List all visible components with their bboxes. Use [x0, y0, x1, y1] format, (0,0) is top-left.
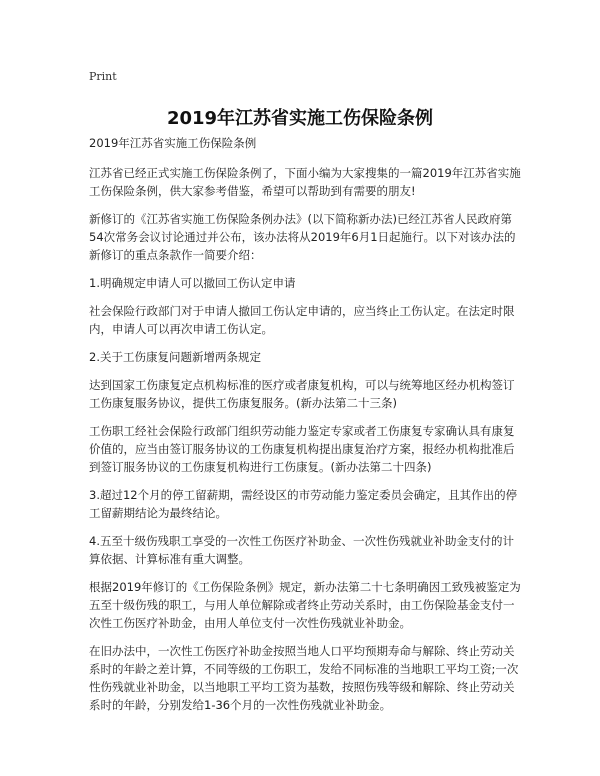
paragraph-background: 新修订的《江苏省实施工伤保险条例办法》(以下简称新办法)已经江苏省人民政府第54次常务会议讨论通过并公布，该办法将从2019年6月1日起施行。以下对该办法的新修订的重点条款作一简要介绍： [89, 212, 516, 262]
section-heading-1: 1.明确规定申请人可以撤回工伤认定申请 [89, 276, 296, 290]
print-link[interactable]: Print [89, 70, 117, 83]
paragraph-rehab-article-24: 工伤职工经社会保险行政部门组织劳动能力鉴定专家或者工伤康复专家确认具有康复价值的，应当由签订服务协议的工伤康复机构提出康复治疗方案，报经办机构批准后到签订服务协议的工伤康复机构进行工伤康复。(新办法第二十四条) [89, 424, 515, 474]
section-heading-3: 3.超过12个月的停工留薪期，需经设区的市劳动能力鉴定委员会确定，且其作出的停工留薪期结论为最终结论。 [89, 488, 518, 520]
paragraph-old-method: 在旧办法中，一次性工伤医疗补助金按照当地人口平均预期寿命与解除、终止劳动关系时的年龄之差计算，不同等级的工伤职工，发给不同标准的当地职工平均工资;一次性伤残就业补助金，以当地职工平均工资为基数，按照伤残等级和解除、终止劳动关系时的年龄，分别发给1-36个月的一次性伤残就业补助金。 [89, 644, 519, 712]
article-body [89, 134, 521, 724]
section-heading-2: 2.关于工伤康复问题新增两条规定 [89, 350, 261, 364]
paragraph-rehab-article-23: 达到国家工伤康复定点机构标准的医疗或者康复机构，可以与统筹地区经办机构签订工伤康复服务协议，提供工伤康复服务。(新办法第二十三条) [89, 378, 515, 410]
article-subtitle: 2019年江苏省实施工伤保险条例 [89, 136, 257, 150]
paragraph-article-27: 根据2019年修订的《工伤保险条例》规定，新办法第二十七条明确因工致残被鉴定为五至十级伤残的职工，与用人单位解除或者终止劳动关系时，由工伤保险基金支付一次性工伤医疗补助金，由用人单位支付一次性伤残就业补助金。 [89, 580, 521, 630]
paragraph-intro: 江苏省已经正式实施工伤保险条例了，下面小编为大家搜集的一篇2019年江苏省实施工伤保险条例，供大家参考借鉴，希望可以帮助到有需要的朋友! [89, 166, 521, 198]
paragraph-withdraw: 社会保险行政部门对于申请人撤回工伤认定申请的，应当终止工伤认定。在法定时限内，申请人可以再次申请工伤认定。 [89, 304, 515, 336]
section-heading-4: 4.五至十级伤残职工享受的一次性工伤医疗补助金、一次性伤残就业补助金支付的计算依据、计算标准有重大调整。 [89, 534, 514, 566]
page-title: 2019年江苏省实施工伤保险条例 [166, 108, 434, 129]
